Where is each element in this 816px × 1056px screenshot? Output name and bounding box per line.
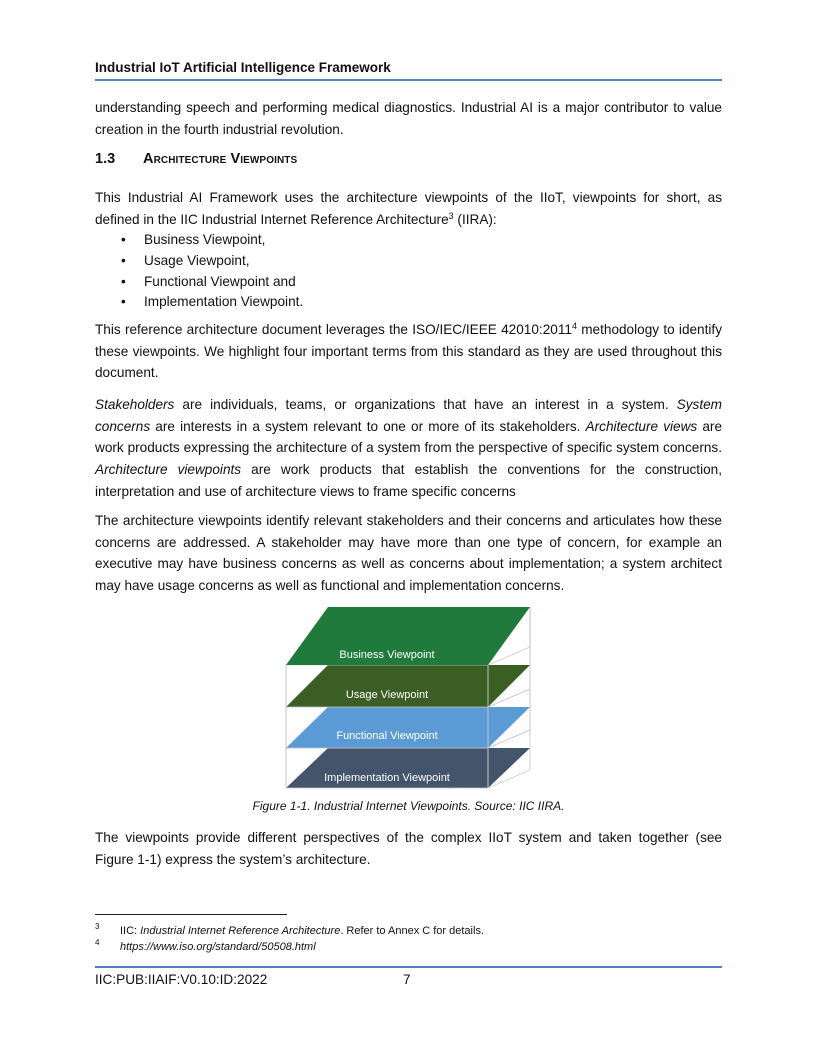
bullet-icon: • (121, 273, 126, 289)
list-item (95, 292, 303, 313)
definitions-paragraph (95, 394, 722, 503)
paragraph-text: are interests in a system relevant to one or more of its stakeholders. (150, 418, 586, 434)
footnote-title: Industrial Internet Reference Architecture (140, 925, 341, 937)
footnote-link[interactable]: https://www.iso.org/standard/50508.html (120, 941, 316, 953)
paragraph-text: methodology to identify these viewpoints. We highlight four important terms from this standard as they are used throughout this document. (95, 322, 722, 381)
list-item-label: Business Viewpoint, (144, 232, 266, 247)
footer-rule (95, 966, 722, 968)
footnote-text (120, 925, 484, 937)
stakeholder-concerns-paragraph: The architecture viewpoints identify relevant stakeholders and their concerns and articulates how these concerns are addressed. A stakeholder may have more than one type of concern, for example an executive may have business concerns as well as concerns about implementation; a system architect may have usage concerns as well as functional and implementation concerns. (95, 513, 722, 594)
section-number: 1.3 (95, 151, 116, 167)
layer-label-business: Business Viewpoint (339, 649, 435, 661)
list-item (95, 251, 303, 272)
term-architecture-viewpoints: Architecture viewpoints (95, 462, 242, 478)
footnote-prefix: IIC: (120, 925, 141, 937)
paragraph-text: This reference architecture document leverages the ISO/IEC/IEEE 42010:2011 (95, 322, 572, 337)
list-item (95, 272, 303, 293)
footnote-suffix: . Refer to Annex C for details. (340, 925, 484, 937)
footnote-mark: 4 (95, 938, 100, 947)
footnote-text (120, 941, 316, 953)
term-system-concerns: System concerns (95, 397, 722, 434)
list-item (95, 230, 303, 251)
running-header-title: Industrial IoT Artificial Intelligence Framework (95, 60, 391, 75)
footnote-ref-4[interactable]: 4 (571, 321, 577, 331)
footnote-mark: 3 (95, 922, 100, 931)
viewpoints-diagram (283, 603, 533, 793)
bullet-icon: • (121, 232, 126, 247)
viewpoints-summary-paragraph: The viewpoints provide different perspectives of the complex IIoT system and taken together (see Figure 1-1) express the system’s architecture. (95, 830, 722, 867)
bullet-icon: • (121, 252, 126, 268)
section-heading (95, 151, 297, 167)
paragraph-text: (IIRA): (453, 211, 497, 227)
intro-continuation-paragraph: understanding speech and performing medical diagnostics. Industrial AI is a major contributor to value creation in the fourth industrial revolution. (95, 100, 722, 137)
figure-caption: Figure 1-1. Industrial Internet Viewpoints. Source: IIC IIRA. (252, 799, 565, 813)
layer-label-functional: Functional Viewpoint (336, 730, 438, 742)
bullet-icon: • (121, 294, 126, 310)
term-stakeholders: Stakeholders (95, 397, 175, 412)
footnote-ref-3[interactable]: 3 (448, 210, 454, 221)
section-title: Architecture Viewpoints (143, 151, 298, 167)
paragraph-text: are work products that establish the conventions for the construction, interpretation and use of architecture views to frame specific concerns (95, 462, 723, 499)
paragraph-text: are work products expressing the architecture of a system from the perspective of specific system concerns. (95, 418, 723, 456)
viewpoint-bullet-list (95, 230, 303, 313)
footer-document-id: IIC:PUB:IIAIF:V0.10:ID:2022 (95, 972, 268, 987)
list-item-label: Usage Viewpoint, (144, 252, 250, 268)
methodology-paragraph (95, 319, 722, 384)
list-item-label: Implementation Viewpoint. (144, 294, 304, 310)
business-layer (286, 607, 530, 665)
footnote-separator (95, 914, 287, 915)
header-rule (95, 79, 722, 81)
page-number: 7 (403, 972, 411, 987)
paragraph-text: are individuals, teams, or organizations that have an interest in a system. (174, 397, 677, 412)
term-architecture-views: Architecture views (585, 418, 698, 434)
viewpoints-intro-paragraph (95, 187, 722, 230)
list-item-label: Functional Viewpoint and (144, 273, 296, 289)
layer-label-implementation: Implementation Viewpoint (324, 772, 450, 784)
paragraph-text: This Industrial AI Framework uses the architecture viewpoints of the IIoT, viewpoints for short, as defined in the IIC Industrial Internet Reference Architecture (95, 190, 722, 227)
layer-label-usage: Usage Viewpoint (345, 689, 429, 701)
